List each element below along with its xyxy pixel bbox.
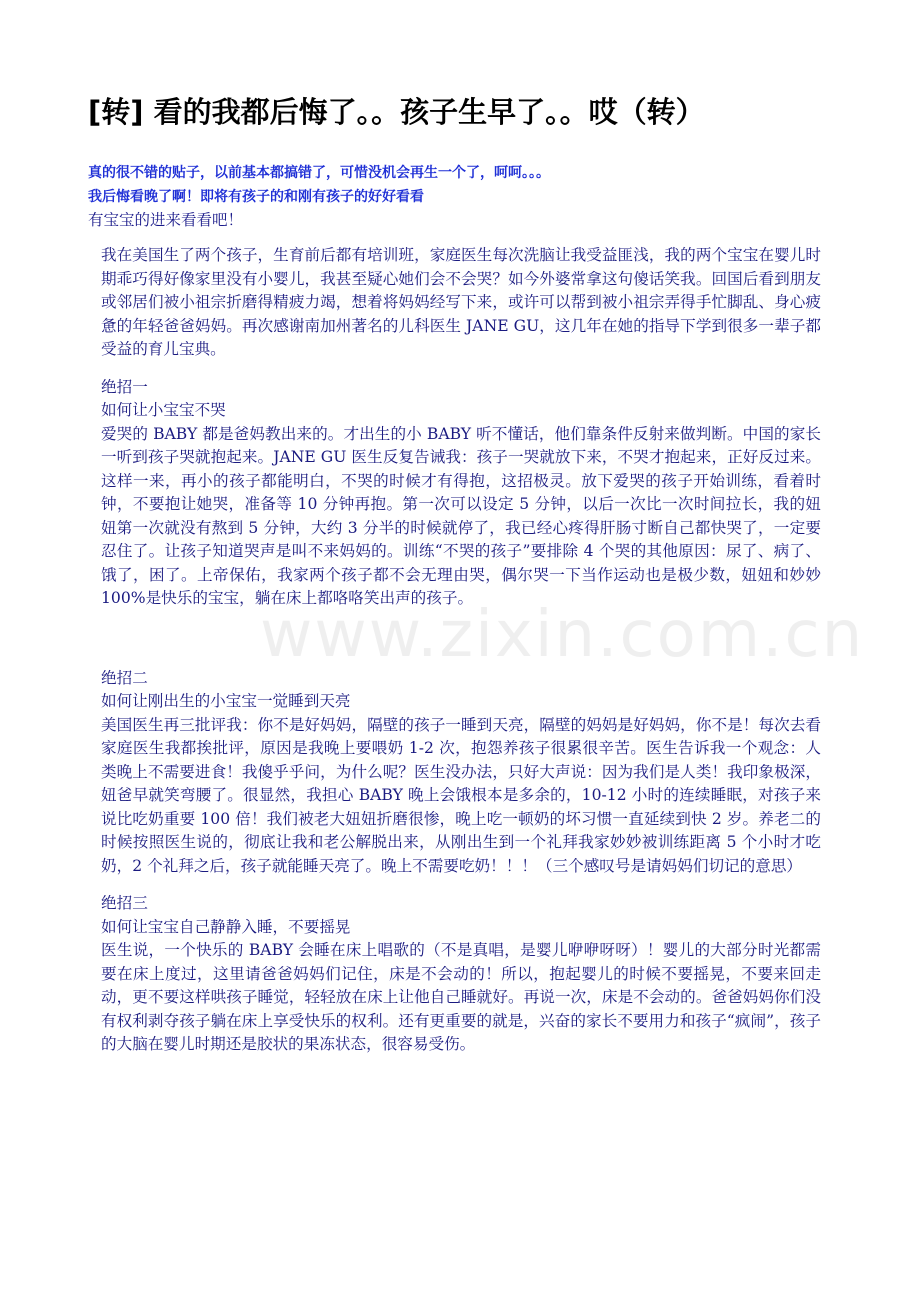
section-heading: 如何让刚出生的小宝宝一觉睡到天亮 [101,692,351,710]
subtitle-line-3: 有宝宝的进来看看吧！ [88,211,244,229]
section-label: 绝招二 [101,668,148,687]
section-2 [101,667,821,879]
section-body: 爱哭的 BABY 都是爸妈教出来的。才出生的小 BABY 听不懂话，他们靠条件反射来做判断。中国的家长一听到孩子哭就抱起来。JANE GU 医生反复告诫我：孩子一哭就放下来，不哭才抱起来，正好反过来。这样一来，再小的孩子都能明白，不哭的时候才有得抱，这招极灵。放下爱哭的孩子开始训练，看着时钟，不要抱让她哭，准备等 10 分钟再抱。第一次可以设定 5 分钟，以后一次比一次时间拉长，我的妞妞第一次就没有熬到 5 分钟，大约 3 分半的时候就停了，我已经心疼得肝肠寸断自己都快哭了，一定要忍住了。让孩子知道哭声是叫不来妈妈的。训练“不哭的孩子”要排除 4 个哭的其他原因：尿了、病了、饿了，困了。上帝保佑，我家两个孩子都不会无理由哭，偶尔哭一下当作运动也是极少数，妞妞和妙妙 100%是快乐的宝宝，躺在床上都咯咯笑出声的孩子。 [101,424,821,607]
section-heading: 如何让宝宝自己静静入睡，不要摇晃 [101,917,351,936]
section-label: 绝招三 [101,894,148,912]
section-3 [101,892,821,1057]
section-body: 医生说，一个快乐的 BABY 会睡在床上唱歌的（不是真唱，是婴儿咿咿呀呀）！婴儿的大部分时光都需要在床上度过，这里请爸爸妈妈们记住，床是不会动的！所以，抱起婴儿的时候不要摇晃，不要来回走动，更不要这样哄孩子睡觉，轻轻放在床上让他自己睡就好。再说一次，床是不会动的。爸爸妈妈你们没有权利剥夺孩子躺在床上享受快乐的权利。还有更重要的就是，兴奋的家长不要用力和孩子“疯闹”，孩子的大脑在婴儿时期还是胶状的果冻状态，很容易受伤。 [101,941,821,1053]
article-body [101,244,821,1057]
section-label: 绝招一 [101,377,148,396]
subtitle-line-2: 我后悔看晚了啊！即将有孩子的和刚有孩子的好好看看 [88,189,424,205]
watermark-text: www.zixin.com.cn [260,598,865,672]
section-heading: 如何让小宝宝不哭 [101,401,226,419]
subtitle-line-1: 真的很不错的贴子，以前基本都搞错了，可惜没机会再生一个了，呵呵。。。 [88,165,550,181]
section-body: 美国医生再三批评我：你不是好妈妈，隔壁的孩子一睡到天亮，隔壁的妈妈是好妈妈，你不是！每次去看家庭医生我都挨批评，原因是我晚上要喂奶 1-2 次，抱怨养孩子很累很辛苦。医生告诉我一个观念：人类晚上不需要进食！我傻乎乎问，为什么呢？医生没办法，只好大声说：因为我们是人类！我印象极深，妞爸早就笑弯腰了。很显然，我担心 BABY 晚上会饿根本是多余的，10-12 小时的连续睡眠，对孩子来说比吃奶重要 100 倍！我们被老大妞妞折磨很惨，晚上吃一顿奶的坏习惯一直延续到快 2 岁。养老二的时候按照医生说的，彻底让我和老公解脱出来，从刚出生到一个礼拜我家妙妙被训练距离 5 个小时才吃奶，2 个礼拜之后，孩子就能睡天亮了。晚上不需要吃奶！！！（三个感叹号是请妈妈们切记的意思） [101,715,821,875]
section-1 [101,376,821,611]
page-title: [转] 看的我都后悔了。。孩子生早了。。哎（转） [88,95,705,129]
intro-paragraph: 我在美国生了两个孩子，生育前后都有培训班，家庭医生每次洗脑让我受益匪浅，我的两个宝宝在婴儿时期乖巧得好像家里没有小婴儿，我甚至疑心她们会不会哭？如今外婆常拿这句傻话笑我。回国后看到朋友或邻居们被小祖宗折磨得精疲力竭，想着将妈妈经写下来，或许可以帮到被小祖宗弄得手忙脚乱、身心疲惫的年轻爸爸妈妈。再次感谢南加州著名的儿科医生 JANE GU，这几年在她的指导下学到很多一辈子都受益的育儿宝典。 [101,246,821,358]
